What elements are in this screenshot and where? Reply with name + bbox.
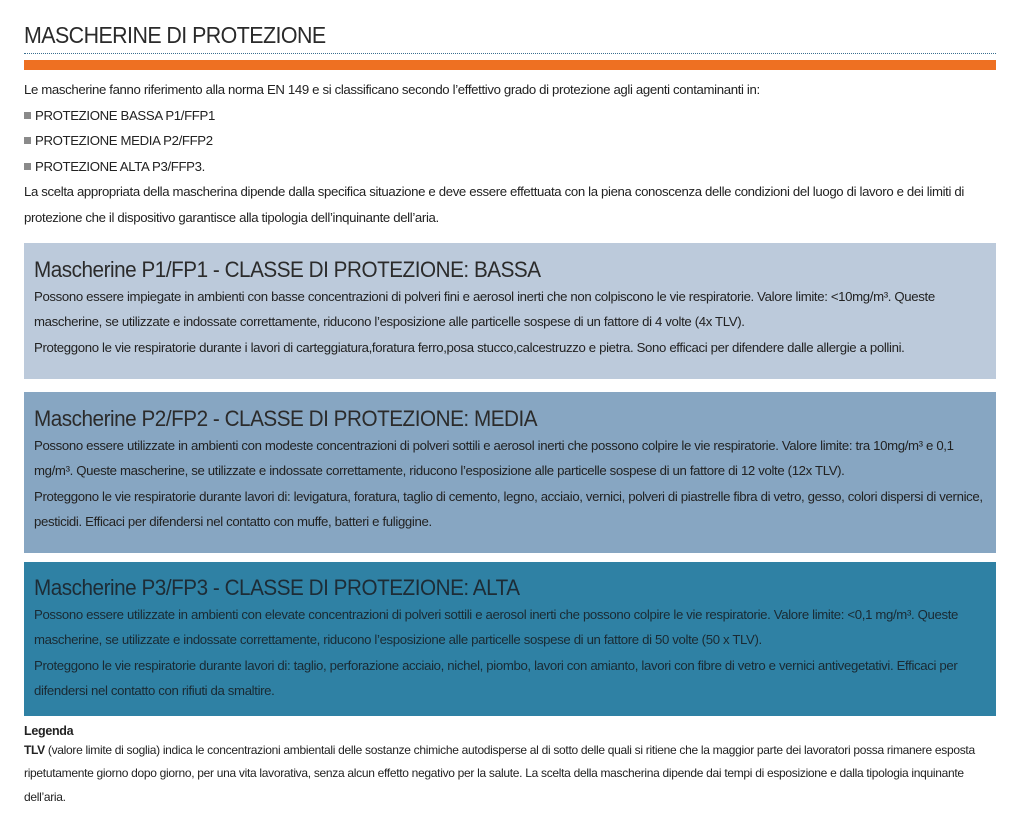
section-body — [34, 433, 986, 535]
protection-level-label: PROTEZIONE MEDIA P2/FFP2 — [35, 133, 213, 149]
section-paragraph: Proteggono le vie respiratorie durante i lavori di carteggiatura,foratura ferro,posa stucco,calcestruzzo e pietra. Sono efficaci per difendere dalle allergie a pollini. — [34, 339, 905, 355]
legend-term: TLV — [24, 742, 45, 757]
legend-definition: (valore limite di soglia) indica le concentrazioni ambientali delle sostanze chimiche autodisperse al di sotto delle quali si ritiene che la maggior parte dei lavoratori possa rimanere esposta ripetutamente giorno dopo giorno, per una vita lavorativa, senza alcun effetto negativo per la salute. La scelta della mascherina dipende dai tempi di esposizione e dalla tipologia inquinante dell’aria. — [24, 742, 975, 804]
protection-level-label: PROTEZIONE BASSA P1/FFP1 — [35, 107, 215, 123]
section-paragraph: Proteggono le vie respiratorie durante lavori di: taglio, perforazione acciaio, nichel, piombo, lavori con amianto, lavori con fibre di vetro e vernici antivegetativi. Efficaci per difendersi nel contatto con rifiuti da smaltire. — [34, 657, 958, 699]
section-body — [34, 284, 986, 361]
legend-text — [24, 739, 996, 810]
section-body — [34, 602, 986, 704]
section-title: Mascherine P2/FP2 - CLASSE DI PROTEZIONE: MEDIA — [34, 405, 538, 431]
section-paragraph: Possono essere utilizzate in ambienti con elevate concentrazioni di polveri sottili e aerosol inerti che possono colpire le vie respiratorie. Valore limite: <0,1 mg/m³. Queste mascherine, se utilizzate e indossate correttamente, riducono l’esposizione alle particelle sospese di un fattore di 50 volte (50 x TLV). — [34, 606, 959, 648]
legend-heading: Legenda — [24, 723, 74, 738]
protection-level-label: PROTEZIONE ALTA P3/FFP3. — [35, 158, 205, 174]
section-p2-medium — [24, 392, 996, 553]
section-title: Mascherine P3/FP3 - CLASSE DI PROTEZIONE: ALTA — [34, 574, 520, 600]
protection-level-item — [24, 103, 996, 129]
legend-block — [24, 723, 996, 810]
section-paragraph: Possono essere impiegate in ambienti con basse concentrazioni di polveri fini e aerosol inerti che non colpiscono le vie respiratorie. Valore limite: <10mg/m³. Queste mascherine, se utilizzate e indossate correttamente, riducono l’esposizione alle particelle sospese di un fattore di 4 volte (4x TLV). — [34, 288, 935, 330]
square-bullet-icon — [24, 137, 31, 144]
square-bullet-icon — [24, 163, 31, 170]
orange-accent-bar — [24, 60, 996, 70]
page-title: MASCHERINE DI PROTEZIONE — [24, 22, 326, 48]
section-paragraph: Possono essere utilizzate in ambienti con modeste concentrazioni di polveri sottili e aerosol inerti che possono colpire le vie respiratorie. Valore limite: tra 10mg/m³ e 0,1 mg/m³. Queste mascherine, se utilizzate e indossate correttamente, riducono l’esposizione alle particelle sospese di un fattore di 12 volte (12x TLV). — [34, 437, 954, 479]
intro-lead: Le mascherine fanno riferimento alla norma EN 149 e si classificano secondo l’effettivo grado di protezione agli agenti contaminanti in: — [24, 82, 760, 97]
section-p3-high — [24, 562, 996, 716]
section-p1-low — [24, 243, 996, 379]
section-paragraph: Proteggono le vie respiratorie durante lavori di: levigatura, foratura, taglio di cemento, legno, acciaio, vernici, polveri di piastrelle fibra di vetro, gesso, colori dispersi di vernice, pesticidi. Efficaci per difendersi nel contatto con muffe, batteri e fuliggine. — [34, 488, 983, 530]
intro-block — [24, 77, 996, 231]
dotted-divider — [24, 53, 996, 54]
square-bullet-icon — [24, 112, 31, 119]
protection-level-item — [24, 128, 996, 154]
protection-level-item — [24, 154, 996, 180]
section-title: Mascherine P1/FP1 - CLASSE DI PROTEZIONE: BASSA — [34, 256, 541, 282]
intro-note: La scelta appropriata della mascherina dipende dalla specifica situazione e deve essere effettuata con la piena conoscenza delle condizioni del luogo di lavoro e dei limiti di protezione che il dispositivo garantisce alla tipologia dell’inquinante dell’aria. — [24, 184, 964, 225]
document-page — [24, 20, 996, 809]
